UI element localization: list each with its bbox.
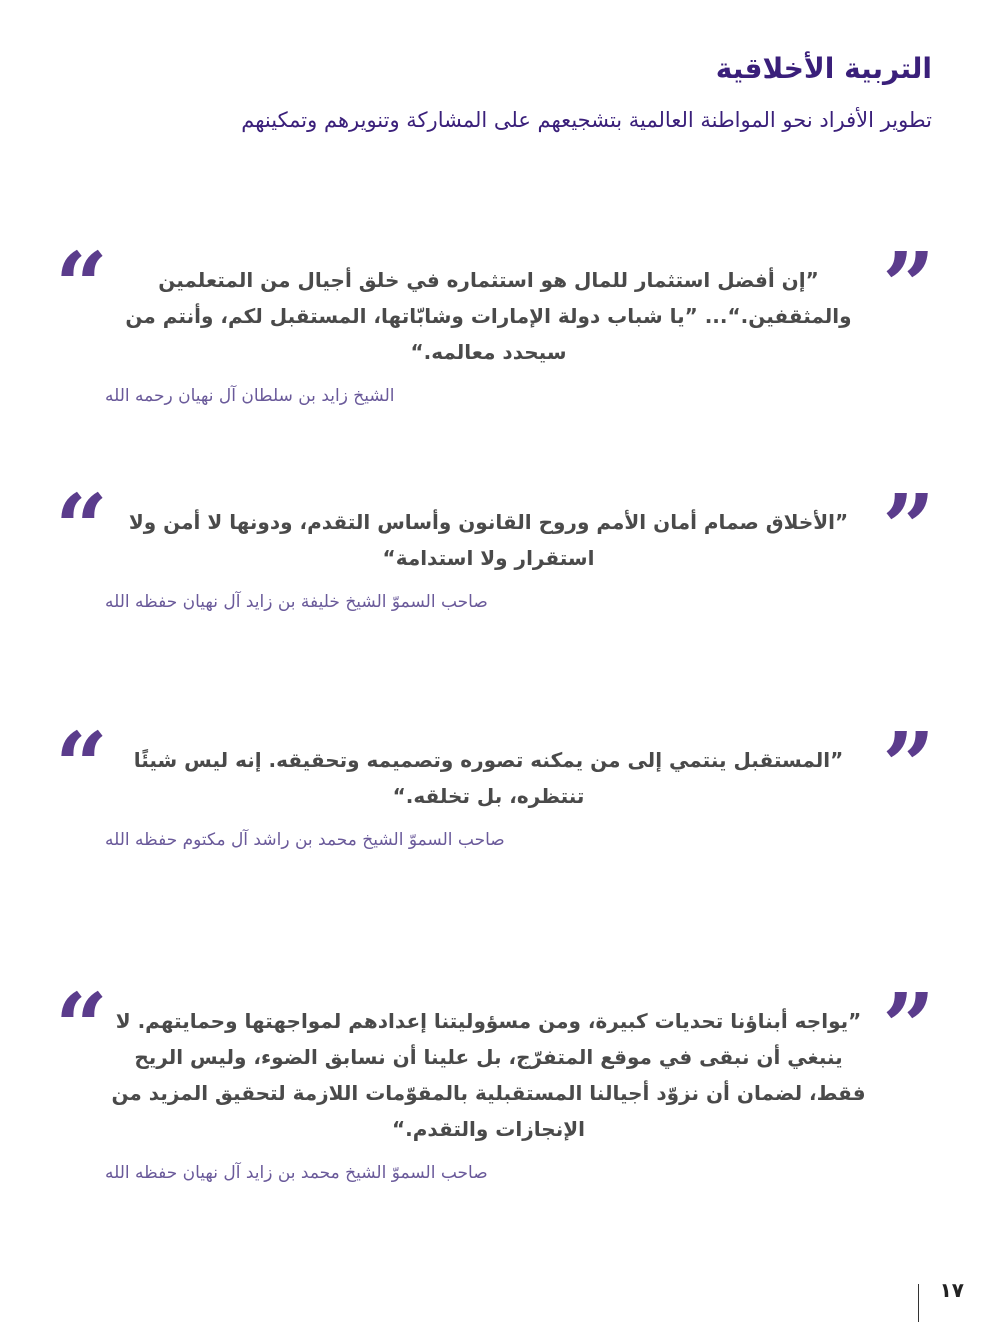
open-quote-icon: “ [55, 973, 108, 1081]
page-subtitle: تطوير الأفراد نحو المواطنة العالمية بتشجيعهم على المشاركة وتنويرهم وتمكينهم [241, 108, 932, 132]
open-quote-icon: “ [55, 474, 108, 582]
footer-divider [918, 1284, 919, 1322]
quote-text: ”الأخلاق صمام أمان الأمم وروح القانون وأساس التقدم، ودونها لا أمن ولا استقرار ولا استدامة“ [128, 510, 849, 570]
close-quote-icon: ” [882, 474, 935, 582]
close-quote-icon: ” [882, 973, 935, 1081]
quote-author: الشيخ زايد بن سلطان آل نهيان رحمه الله [105, 386, 395, 406]
close-quote-icon: ” [882, 232, 935, 340]
open-quote-icon: “ [55, 712, 108, 820]
close-quote-icon: ” [882, 712, 935, 820]
quote-text: ”المستقبل ينتمي إلى من يمكنه تصوره وتصميمه وتحقيقه. إنه ليس شيئًا تنتظره، بل تخلقه.“ [133, 748, 844, 808]
page-title: التربية الأخلاقية [715, 52, 932, 85]
quote-author: صاحب السموّ الشيخ محمد بن راشد آل مكتوم حفظه الله [105, 830, 505, 850]
quote-author: صاحب السموّ الشيخ خليفة بن زايد آل نهيان حفظه الله [105, 592, 488, 612]
open-quote-icon: “ [55, 232, 108, 340]
quote-block [55, 973, 935, 1183]
quote-block [55, 474, 935, 612]
quote-block [55, 712, 935, 850]
quote-text: ”إن أفضل استثمار للمال هو استثماره في خلق أجيال من المتعلمين والمثقفين.“... ”يا شباب دولة الإمارات وشابّاتها، المستقبل لكم، وأنتم من سيحدد معالمه.“ [125, 268, 852, 364]
quote-author: صاحب السموّ الشيخ محمد بن زايد آل نهيان حفظه الله [105, 1163, 488, 1183]
quote-text: ”يواجه أبناؤنا تحديات كبيرة، ومن مسؤوليتنا إعدادهم لمواجهتها وحمايتهم. لا ينبغي أن نبقى في موقع المتفرّج، بل علينا أن نسابق الضوء، وليس الريح فقط، لضمان أن نزوّد أجيالنا المستقبلية بالمقوّمات اللازمة لتحقيق المزيد من الإنجازات والتقدم.“ [111, 1009, 866, 1141]
page-number: ١٧ [939, 1278, 964, 1302]
quote-block [55, 232, 935, 406]
